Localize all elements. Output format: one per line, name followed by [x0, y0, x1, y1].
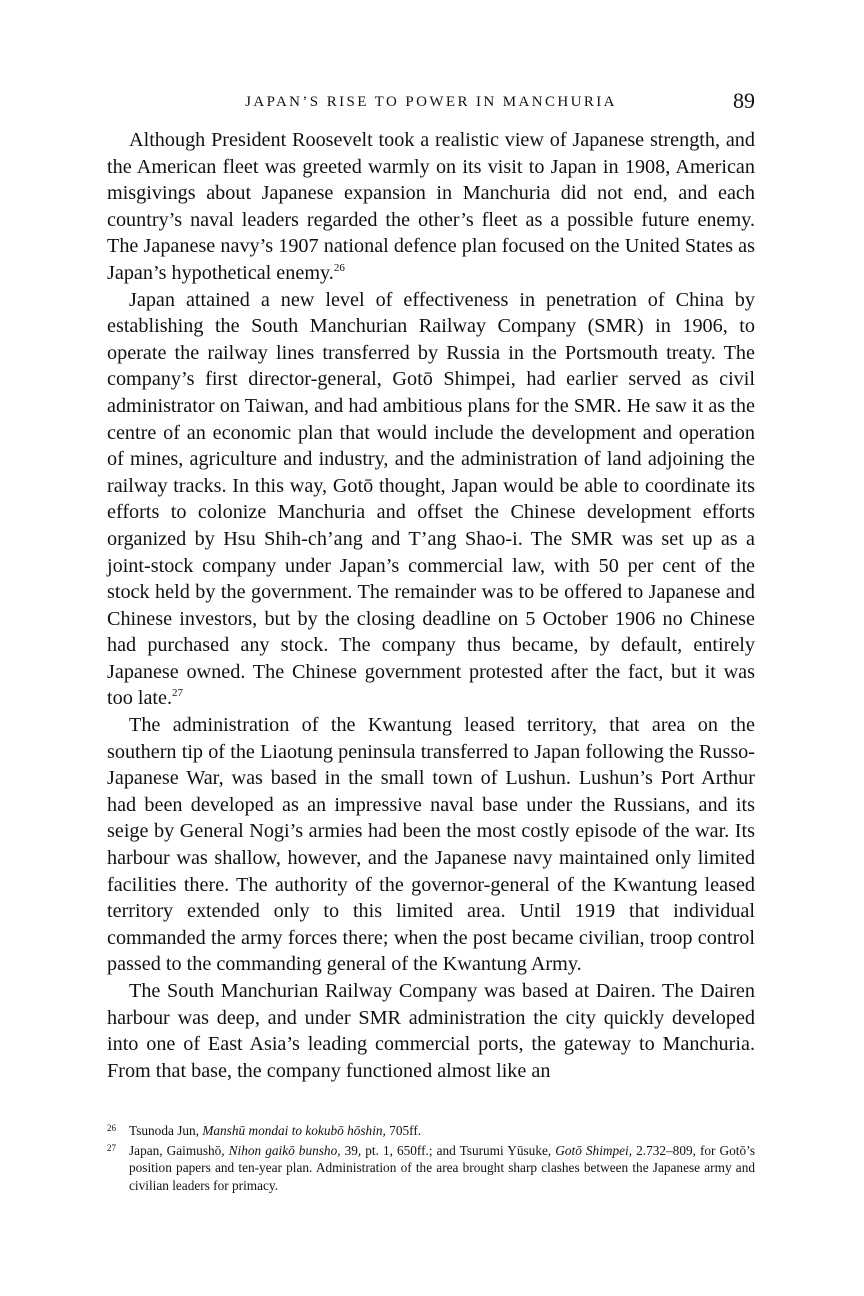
- footnote-26-title: Manshū mondai to kokubō hōshin,: [202, 1123, 386, 1138]
- footnote-26-mark: 26: [107, 1123, 116, 1133]
- footnotes: [107, 1120, 755, 1194]
- paragraph-2: [107, 287, 755, 713]
- footnote-27-source-b: 39, pt. 1, 650ff.; and Tsurumi Yūsuke,: [344, 1142, 552, 1158]
- running-title: JAPAN’S RISE TO POWER IN MANCHURIA: [245, 94, 617, 110]
- paragraph-3: The administration of the Kwantung leased territory, that area on the southern tip of the Liaotung peninsula transferred to Japan following the Russo-Japanese War, was based in the small town of Lushun. Lushun’s Port Arthur had been developed as an impressive naval base under the Russians, and its seige by General Nogi’s armies had been the most costly episode of the war. Its harbour was shallow, however, and the Japanese navy maintained only limited facilities there. The authority of the governor-general of the Kwantung leased territory extended only to this limited area. Until 1919 that individual commanded the army forces there; when the post became civilian, troop control passed to the commanding general of the Kwantung Army.: [107, 714, 755, 976]
- running-head: [107, 88, 755, 116]
- footnote-26: [107, 1120, 755, 1140]
- footnote-27-source-a: Japan, Gaimushō,: [129, 1142, 225, 1158]
- paragraph-2-text: Japan attained a new level of effectiveness in penetration of China by establishing the South Manchurian Railway Company (SMR) in 1906, to operate the railway lines transferred by Russia in the Portsmouth treaty. The company’s first director-general, Gotō Shimpei, had earlier served as civil administrator on Taiwan, and had ambitious plans for the SMR. He saw it as the centre of an economic plan that would include the development and operation of mines, agriculture and industry, and the administration of land adjoining the railway tracks. In this way, Gotō thought, Japan would be able to coordinate its efforts to colonize Manchuria and offset the Chinese development efforts organized by Hsu Shih-ch’ang and T’ang Shao-i. The SMR was set up as a joint-stock company under Japan’s commercial law, with 50 per cent of the stock held by the government. The remainder was to be offered to Japanese and Chinese investors, but by the closing deadline on 5 October 1906 no Chinese had purchased any stock. The company thus became, by default, entirely Japanese owned. The Chinese government protested after the fact, but it was too late.: [107, 288, 755, 710]
- footnote-ref-27: 27: [172, 687, 184, 700]
- footnote-27-mark: 27: [107, 1142, 116, 1153]
- footnote-26-author: Tsunoda Jun,: [129, 1123, 199, 1138]
- footnote-27-title-2: Gotō Shimpei,: [555, 1142, 633, 1158]
- footnote-27-title-1: Nihon gaikō bunsho,: [228, 1142, 341, 1158]
- paragraph-4: The South Manchurian Railway Company was based at Dairen. The Dairen harbour was deep, and under SMR administration the city quickly developed into one of East Asia’s leading commercial ports, the gateway to Manchuria. From that base, the company functioned almost like an: [107, 980, 755, 1082]
- footnote-27-source-c: 2.732–809, for Gotō’s position papers and ten-year plan. Administration of the area brought sharp clashes between the Japanese army and civilian leaders for primacy.: [129, 1142, 755, 1193]
- footnote-26-pages: 705ff.: [389, 1123, 422, 1138]
- paragraph-1-text: Although President Roosevelt took a realistic view of Japanese strength, and the American fleet was greeted warmly on its visit to Japan in 1908, American misgivings about Japanese expansion in Manchuria did not end, and each country’s naval leaders regarded the other’s fleet as a possible future enemy. The Japanese navy’s 1907 national defence plan focused on the United States as Japan’s hypothetical enemy.: [107, 129, 755, 284]
- page-number: 89: [733, 88, 755, 113]
- body-text: [107, 127, 755, 1084]
- footnote-ref-26: 26: [333, 261, 345, 274]
- paragraph-1: [107, 127, 755, 287]
- footnote-27: [107, 1140, 755, 1195]
